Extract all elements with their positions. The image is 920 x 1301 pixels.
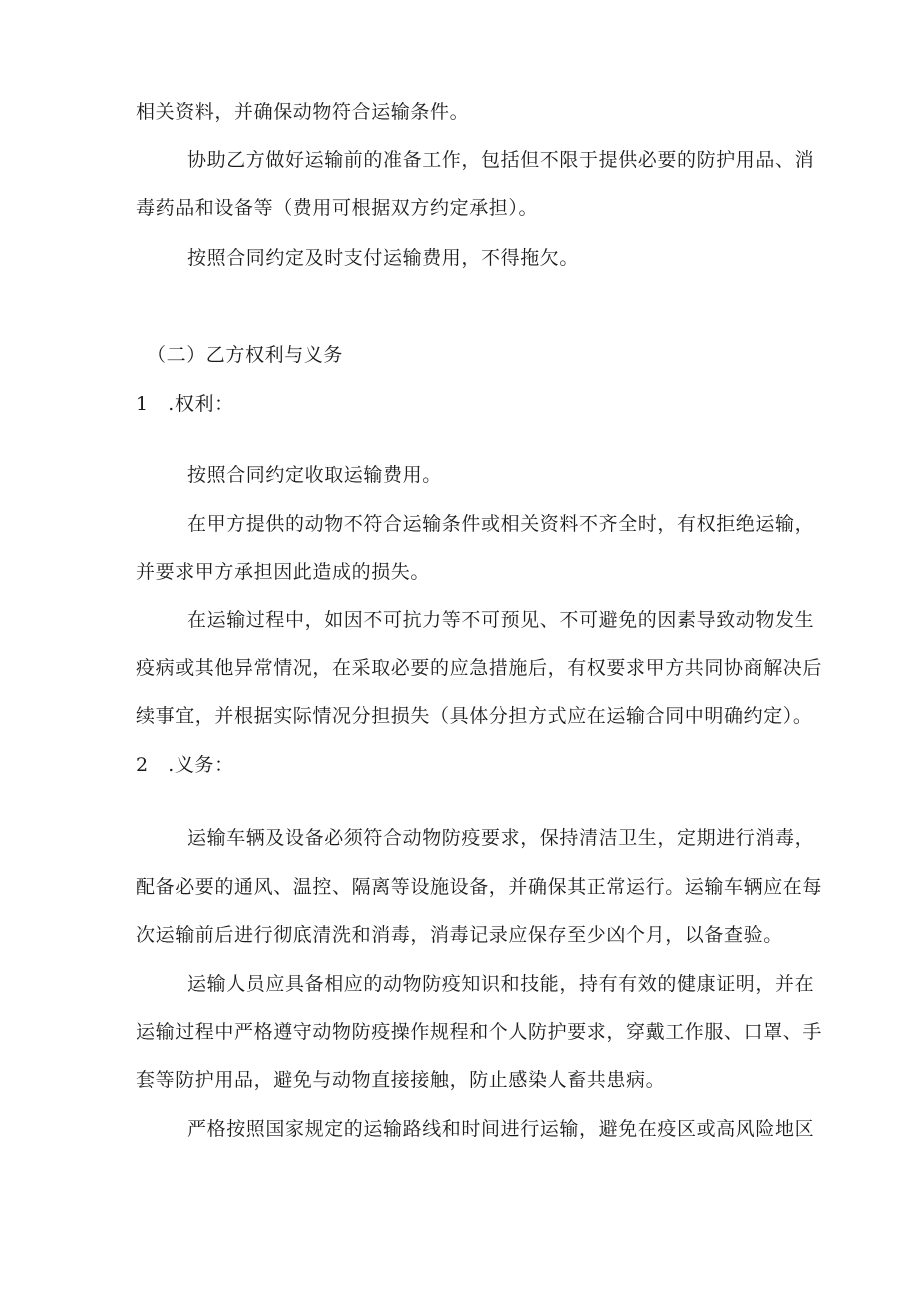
paragraph-line-5: 按照合同约定收取运输费用。 bbox=[187, 464, 442, 486]
paragraph-line-3: 毒药品和设备等（费用可根据双方约定承担）。 bbox=[136, 197, 539, 219]
paragraph-line-15: 运输过程中严格遵守动物防疫操作规程和个人防护要求，穿戴工作服、口罩、手 bbox=[136, 1021, 823, 1043]
paragraph-line-13: 次运输前后进行彻底清洗和消毒，消毒记录应保存至少凶个月，以备查验。 bbox=[136, 924, 783, 946]
paragraph-line-9: 疫病或其他异常情况，在采取必要的应急措施后，有权要求甲方共同协商解决后 bbox=[136, 657, 823, 679]
paragraph-line-8: 在运输过程中，如因不可抗力等不可预见、不可避免的因素导致动物发生 bbox=[187, 609, 815, 631]
paragraph-line-4: 按照合同约定及时支付运输费用，不得拖欠。 bbox=[187, 247, 580, 269]
paragraph-line-11: 运输车辆及设备必须符合动物防疫要求，保持清洁卫生，定期进行消毒， bbox=[187, 827, 815, 849]
paragraph-line-7: 并要求甲方承担因此造成的损失。 bbox=[136, 561, 431, 583]
paragraph-line-10: 续事宜，并根据实际情况分担损失（具体分担方式应在运输合同中明确约定）。 bbox=[136, 705, 813, 727]
paragraph-line-16: 套等防护用品，避免与动物直接接触，防止感染人畜共患病。 bbox=[136, 1069, 666, 1091]
subsection-heading-obligations: 2 .义务： bbox=[136, 754, 234, 776]
subsection-heading-rights: 1 .权利： bbox=[136, 393, 234, 415]
paragraph-line-1: 相关资料，并确保动物符合运输条件。 bbox=[136, 101, 470, 123]
paragraph-line-14: 运输人员应具备相应的动物防疫知识和技能，持有有效的健康证明，并在 bbox=[187, 973, 815, 995]
paragraph-line-6: 在甲方提供的动物不符合运输条件或相关资料不齐全时，有权拒绝运输， bbox=[187, 513, 815, 535]
paragraph-line-17: 严格按照国家规定的运输路线和时间进行运输，避免在疫区或高风险地区 bbox=[187, 1118, 815, 1140]
paragraph-line-12: 配备必要的通风、温控、隔离等设施设备，并确保其正常运行。运输车辆应在每 bbox=[136, 876, 823, 898]
paragraph-line-2: 协助乙方做好运输前的准备工作，包括但不限于提供必要的防护用品、消 bbox=[187, 149, 815, 171]
section-heading: （二）乙方权利与义务 bbox=[147, 344, 344, 366]
